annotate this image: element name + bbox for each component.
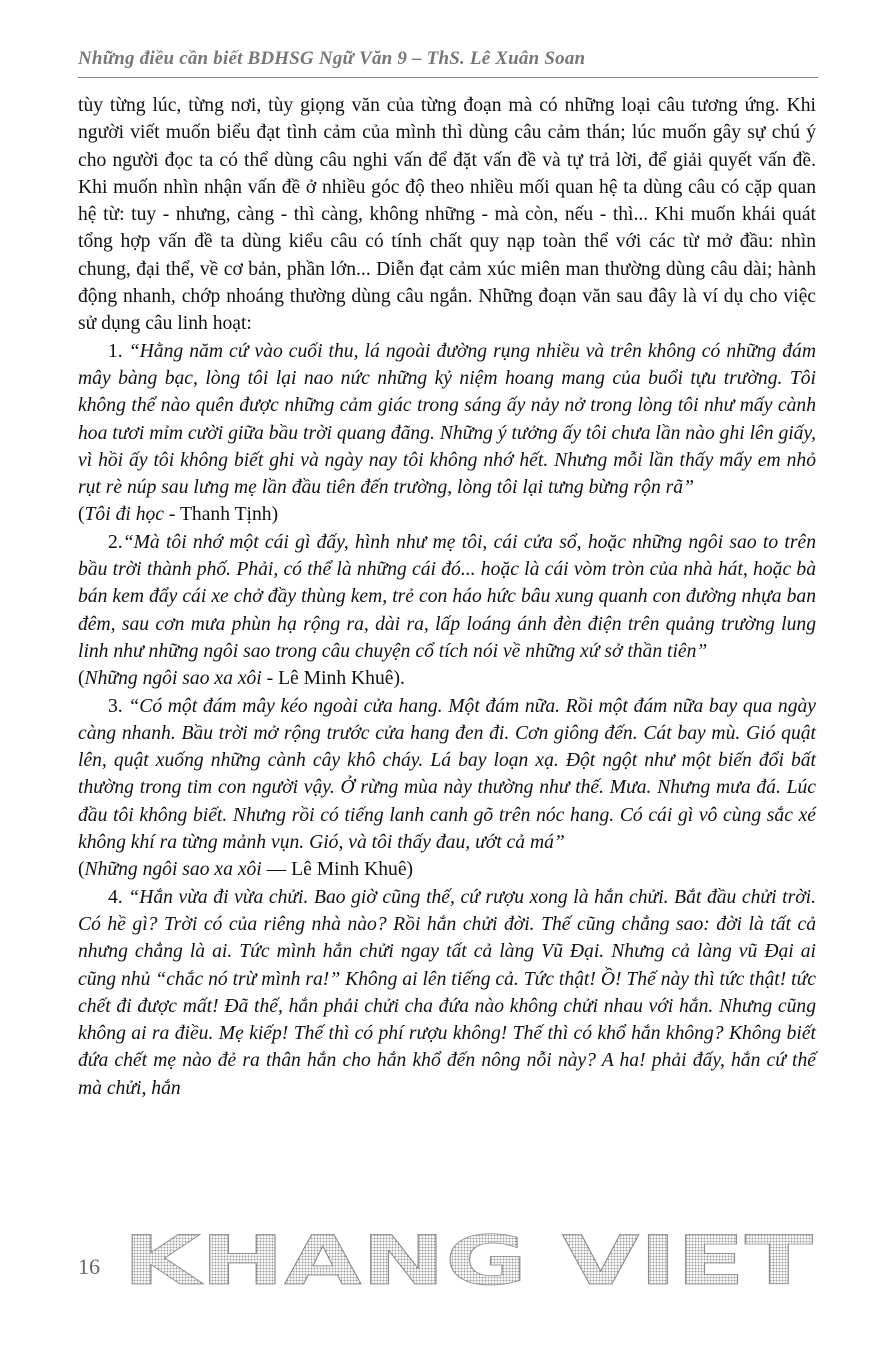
intro-paragraph: tùy từng lúc, từng nơi, tùy giọng văn của từng đoạn mà có những loại câu tương ứng. Khi người viết muốn biểu đạt tình cảm của mình thì dùng câu cảm thán; lúc muốn gây sự chú ý cho người đọc ta có thể dùng câu nghi vấn để đặt vấn đề và tự trả lời, để giải quyết vấn đề. Khi muốn nhìn nhận vấn đề ở nhiều góc độ theo nhiều mối quan hệ ta dùng câu có cặp quan hệ từ: tuy - nhưng, càng - thì càng, không những - mà còn, nếu - thì... Khi muốn khái quát tổng hợp vấn đề ta dùng kiểu câu có tính chất quy nạp toàn thể với các từ mở đầu: nhìn chung, đại thể, về cơ bản, phần lớn... Diễn đạt cảm xúc miên man thường dùng câu dài; hành động nhanh, chớp nhoáng thường dùng câu ngắn. Những đoạn văn sau đây là ví dụ cho việc sử dụng câu linh hoạt: bbox=[78, 95, 816, 335]
running-header: Những điều cần biết BDHSG Ngữ Văn 9 – ThS. Lê Xuân Soan bbox=[78, 48, 586, 69]
example-3-source-open: ( bbox=[78, 859, 85, 881]
khang-viet-watermark bbox=[118, 1228, 818, 1290]
example-1-source-close: ) bbox=[271, 504, 279, 526]
example-3-source-title: Những ngôi sao xa xôi bbox=[84, 859, 262, 881]
example-3-source-close: ) bbox=[406, 859, 414, 881]
example-1-source-author: - Thanh Tịnh bbox=[164, 504, 272, 526]
example-1-source-open: ( bbox=[78, 504, 85, 526]
example-2-number: 2. bbox=[108, 531, 123, 553]
example-3-source bbox=[78, 856, 816, 883]
example-3-source-author: — Lê Minh Khuê bbox=[261, 859, 407, 881]
example-3-number: 3. bbox=[108, 695, 123, 717]
example-2-source-author: - Lê Minh Khuê bbox=[261, 668, 394, 690]
example-1-number: 1. bbox=[108, 340, 123, 362]
example-2-source-close: ). bbox=[393, 668, 405, 690]
example-2-source-open: ( bbox=[78, 668, 85, 690]
example-1-quote: “Hằng năm cứ vào cuối thu, lá ngoài đường rụng nhiều và trên không có những đám mây bàng bạc, lòng tôi lại nao nức những kỷ niệm hoang mang của buổi tựu trường. Tôi không thể nào quên được những cảm giác trong sáng ấy nảy nở trong lòng tôi như mấy cành hoa tươi mỉm cười giữa bầu trời quang đãng. Những ý tưởng ấy tôi chưa lần nào ghi lên giấy, vì hồi ấy tôi không biết ghi và ngày nay tôi không nhớ hết. Nhưng mỗi lần thấy mấy em nhỏ rụt rè núp sau lưng mẹ lần đầu tiên đến trường, lòng tôi lại tưng bừng rộn rã” bbox=[78, 340, 816, 499]
example-4-number: 4. bbox=[108, 886, 123, 908]
example-1-paragraph bbox=[78, 338, 816, 502]
example-2-paragraph bbox=[78, 529, 816, 665]
header-divider bbox=[78, 77, 818, 78]
example-2-source bbox=[78, 665, 816, 692]
page-body bbox=[78, 92, 816, 1102]
watermark-text: KHANG VIET bbox=[123, 1228, 814, 1290]
example-4-paragraph bbox=[78, 884, 816, 1102]
example-1-source-title: Tôi đi học bbox=[84, 504, 164, 526]
example-3-paragraph bbox=[78, 693, 816, 857]
example-2-quote: “Mà tôi nhớ một cái gì đấy, hình như mẹ tôi, cái cửa sổ, hoặc những ngôi sao to trên bầu trời thành phố. Phải, có thể là những cái đó... hoặc là cái vòm tròn của nhà hát, hoặc bà bán kem đẩy cái xe chở đầy thùng kem, trẻ con háo hức bâu xung quanh con đường nhựa ban đêm, sau cơn mưa phùn hạ rộng ra, dài ra, lấp loáng ánh đèn điện trên quảng trường lung linh như những ngôi sao trong câu chuyện cổ tích nói về những xứ sở thần tiên” bbox=[78, 531, 816, 662]
example-1-source bbox=[78, 501, 816, 528]
example-2-source-title: Những ngôi sao xa xôi bbox=[84, 668, 262, 690]
example-4-quote: “Hắn vừa đi vừa chửi. Bao giờ cũng thế, cứ rượu xong là hắn chửi. Bắt đầu chửi trời. Có hề gì? Trời có của riêng nhà nào? Rồi hắn chửi đời. Thế cũng chẳng sao: đời là tất cả nhưng chẳng là ai. Tức mình hắn chửi ngay tất cả làng Vũ Đại. Nhưng cả làng vũ Đại ai cũng nhủ “chắc nó trừ mình ra!” Không ai lên tiếng cả. Tức thật! Ồ! Thế này thì tức thật! tức chết đi được mất! Đã thế, hắn phải chửi cha đứa nào không chửi nhau với hắn. Nhưng cũng không ai ra điều. Mẹ kiếp! Thế thì có phí rượu không! Thế thì có khổ hắn không? Không biết đứa chết mẹ nào đẻ ra thân hắn cho hắn khổ đến nông nỗi này? A ha! phải đấy, hắn cứ thế mà chửi, hắn bbox=[78, 886, 816, 1099]
page-number: 16 bbox=[78, 1254, 100, 1279]
example-3-quote: “Có một đám mây kéo ngoài cửa hang. Một đám nữa. Rồi một đám nữa bay qua ngày càng nhanh. Bầu trời mở rộng trước cửa hang đen đi. Cơn giông đến. Cát bay mù. Gió quật lên, quật xuống những cành cây khô cháy. Lá bay loạn xạ. Đột ngột như một biến đổi bất thường trong tim con người vậy. Ở rừng mùa này thường như thế. Mưa. Nhưng mưa đá. Lúc đầu tôi không biết. Nhưng rồi có tiếng lanh canh gõ trên nóc hang. Có cái gì vô cùng sắc xé không khí ra từng mảnh vụn. Gió, và tôi thấy đau, ướt cả má” bbox=[78, 695, 816, 854]
